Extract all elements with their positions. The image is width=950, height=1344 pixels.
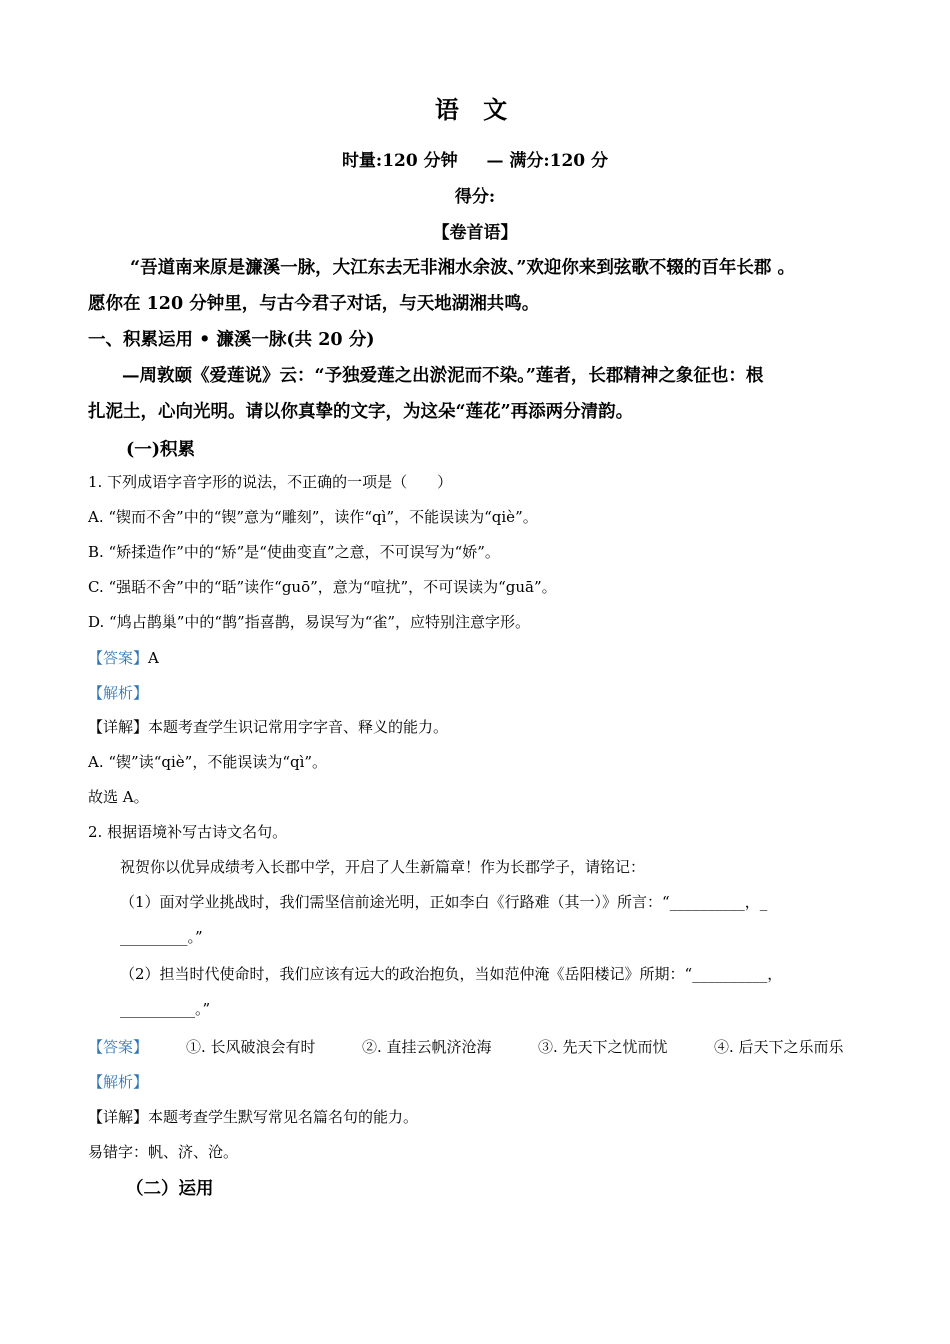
q2-answer-3: ③. 先天下之忧而忧 bbox=[538, 1038, 668, 1056]
q1-answer bbox=[88, 647, 159, 668]
q2-analysis-tag: 【解析】 bbox=[88, 1073, 149, 1091]
q2-answer-4: ④. 后天下之乐而乐 bbox=[714, 1038, 844, 1056]
preface-heading: 【卷首语】 bbox=[432, 223, 518, 243]
q2-stem: 2. 根据语境补写古诗文名句。 bbox=[88, 823, 288, 841]
answer-tag: 【答案】 bbox=[88, 649, 149, 667]
q1-option-b: B. “矫揉造作”中的“矫”是“使曲变直”之意，不可误写为“娇”。 bbox=[88, 543, 500, 561]
q1-detail: 【详解】本题考查学生识记常用字字音、释义的能力。 bbox=[88, 718, 449, 736]
q2-note: 易错字：帆、济、沧。 bbox=[88, 1143, 239, 1161]
preface-line-1: “吾道南来原是濂溪一脉，大江东去无非湘水余波、”欢迎你来到弦歌不辍的百年长郡 。 bbox=[130, 258, 795, 278]
q1-conclusion: 故选 A。 bbox=[88, 788, 149, 806]
score-label: 得分: bbox=[454, 187, 496, 207]
q1-explain: A. “锲”读“qiè”，不能误读为“qì”。 bbox=[88, 753, 328, 771]
q1-analysis-tag: 【解析】 bbox=[88, 684, 149, 702]
time-info: 时量:120 分钟 — 满分:120 分 bbox=[341, 151, 609, 171]
q2-detail: 【详解】本题考查学生默写常见名篇名句的能力。 bbox=[88, 1108, 419, 1126]
q1-stem: 1. 下列成语字音字形的说法，不正确的一项是（ ） bbox=[88, 473, 453, 491]
q2-answer-tag: 【答案】 bbox=[88, 1038, 149, 1056]
q2-item-1b: _________。” bbox=[120, 928, 203, 946]
q2-item-2a: （2）担当时代使命时，我们应该有远大的政治抱负，当如范仲淹《岳阳楼记》所期：“__________， bbox=[120, 965, 783, 983]
q1-option-a: A. “锲而不舍”中的“锲”意为“雕刻”，读作“qì”，不能误读为“qiè”。 bbox=[88, 508, 538, 526]
section-heading: 一、积累运用 • 濂溪一脉(共 20 分) bbox=[88, 330, 375, 350]
section-intro-1: —周敦颐《爱莲说》云：“予独爱莲之出淤泥而不染。”莲者，长郡精神之象征也：根 bbox=[122, 366, 764, 386]
q1-answer-value: A bbox=[148, 649, 159, 667]
subsection-application: （二）运用 bbox=[126, 1179, 214, 1199]
q2-item-1a: （1）面对学业挑战时，我们需坚信前途光明，正如李白《行路难（其一）》所言：“__________，_ bbox=[120, 893, 768, 911]
q1-option-c: C. “强聒不舍”中的“聒”读作“guō”，意为“喧扰”，不可误读为“guā”。 bbox=[88, 578, 557, 596]
preface-line-2: 愿你在 120 分钟里，与古今君子对话，与天地湖湘共鸣。 bbox=[88, 294, 540, 314]
page-title: 语 文 bbox=[434, 95, 516, 124]
q2-answer-2: ②. 直挂云帆济沧海 bbox=[362, 1038, 492, 1056]
q2-answer-1: ①. 长风破浪会有时 bbox=[186, 1038, 316, 1056]
section-intro-2: 扎泥土，心向光明。请以你真挚的文字，为这朵“莲花”再添两分清韵。 bbox=[88, 402, 634, 422]
q1-option-d: D. “鸠占鹊巢”中的“鹊”指喜鹊，易误写为“雀”，应特别注意字形。 bbox=[88, 613, 531, 631]
q2-item-2b: __________。” bbox=[120, 1000, 211, 1018]
subsection-accumulation: (一)积累 bbox=[126, 440, 196, 460]
q2-context: 祝贺你以优异成绩考入长郡中学，开启了人生新篇章！作为长郡学子，请铭记： bbox=[120, 858, 646, 876]
